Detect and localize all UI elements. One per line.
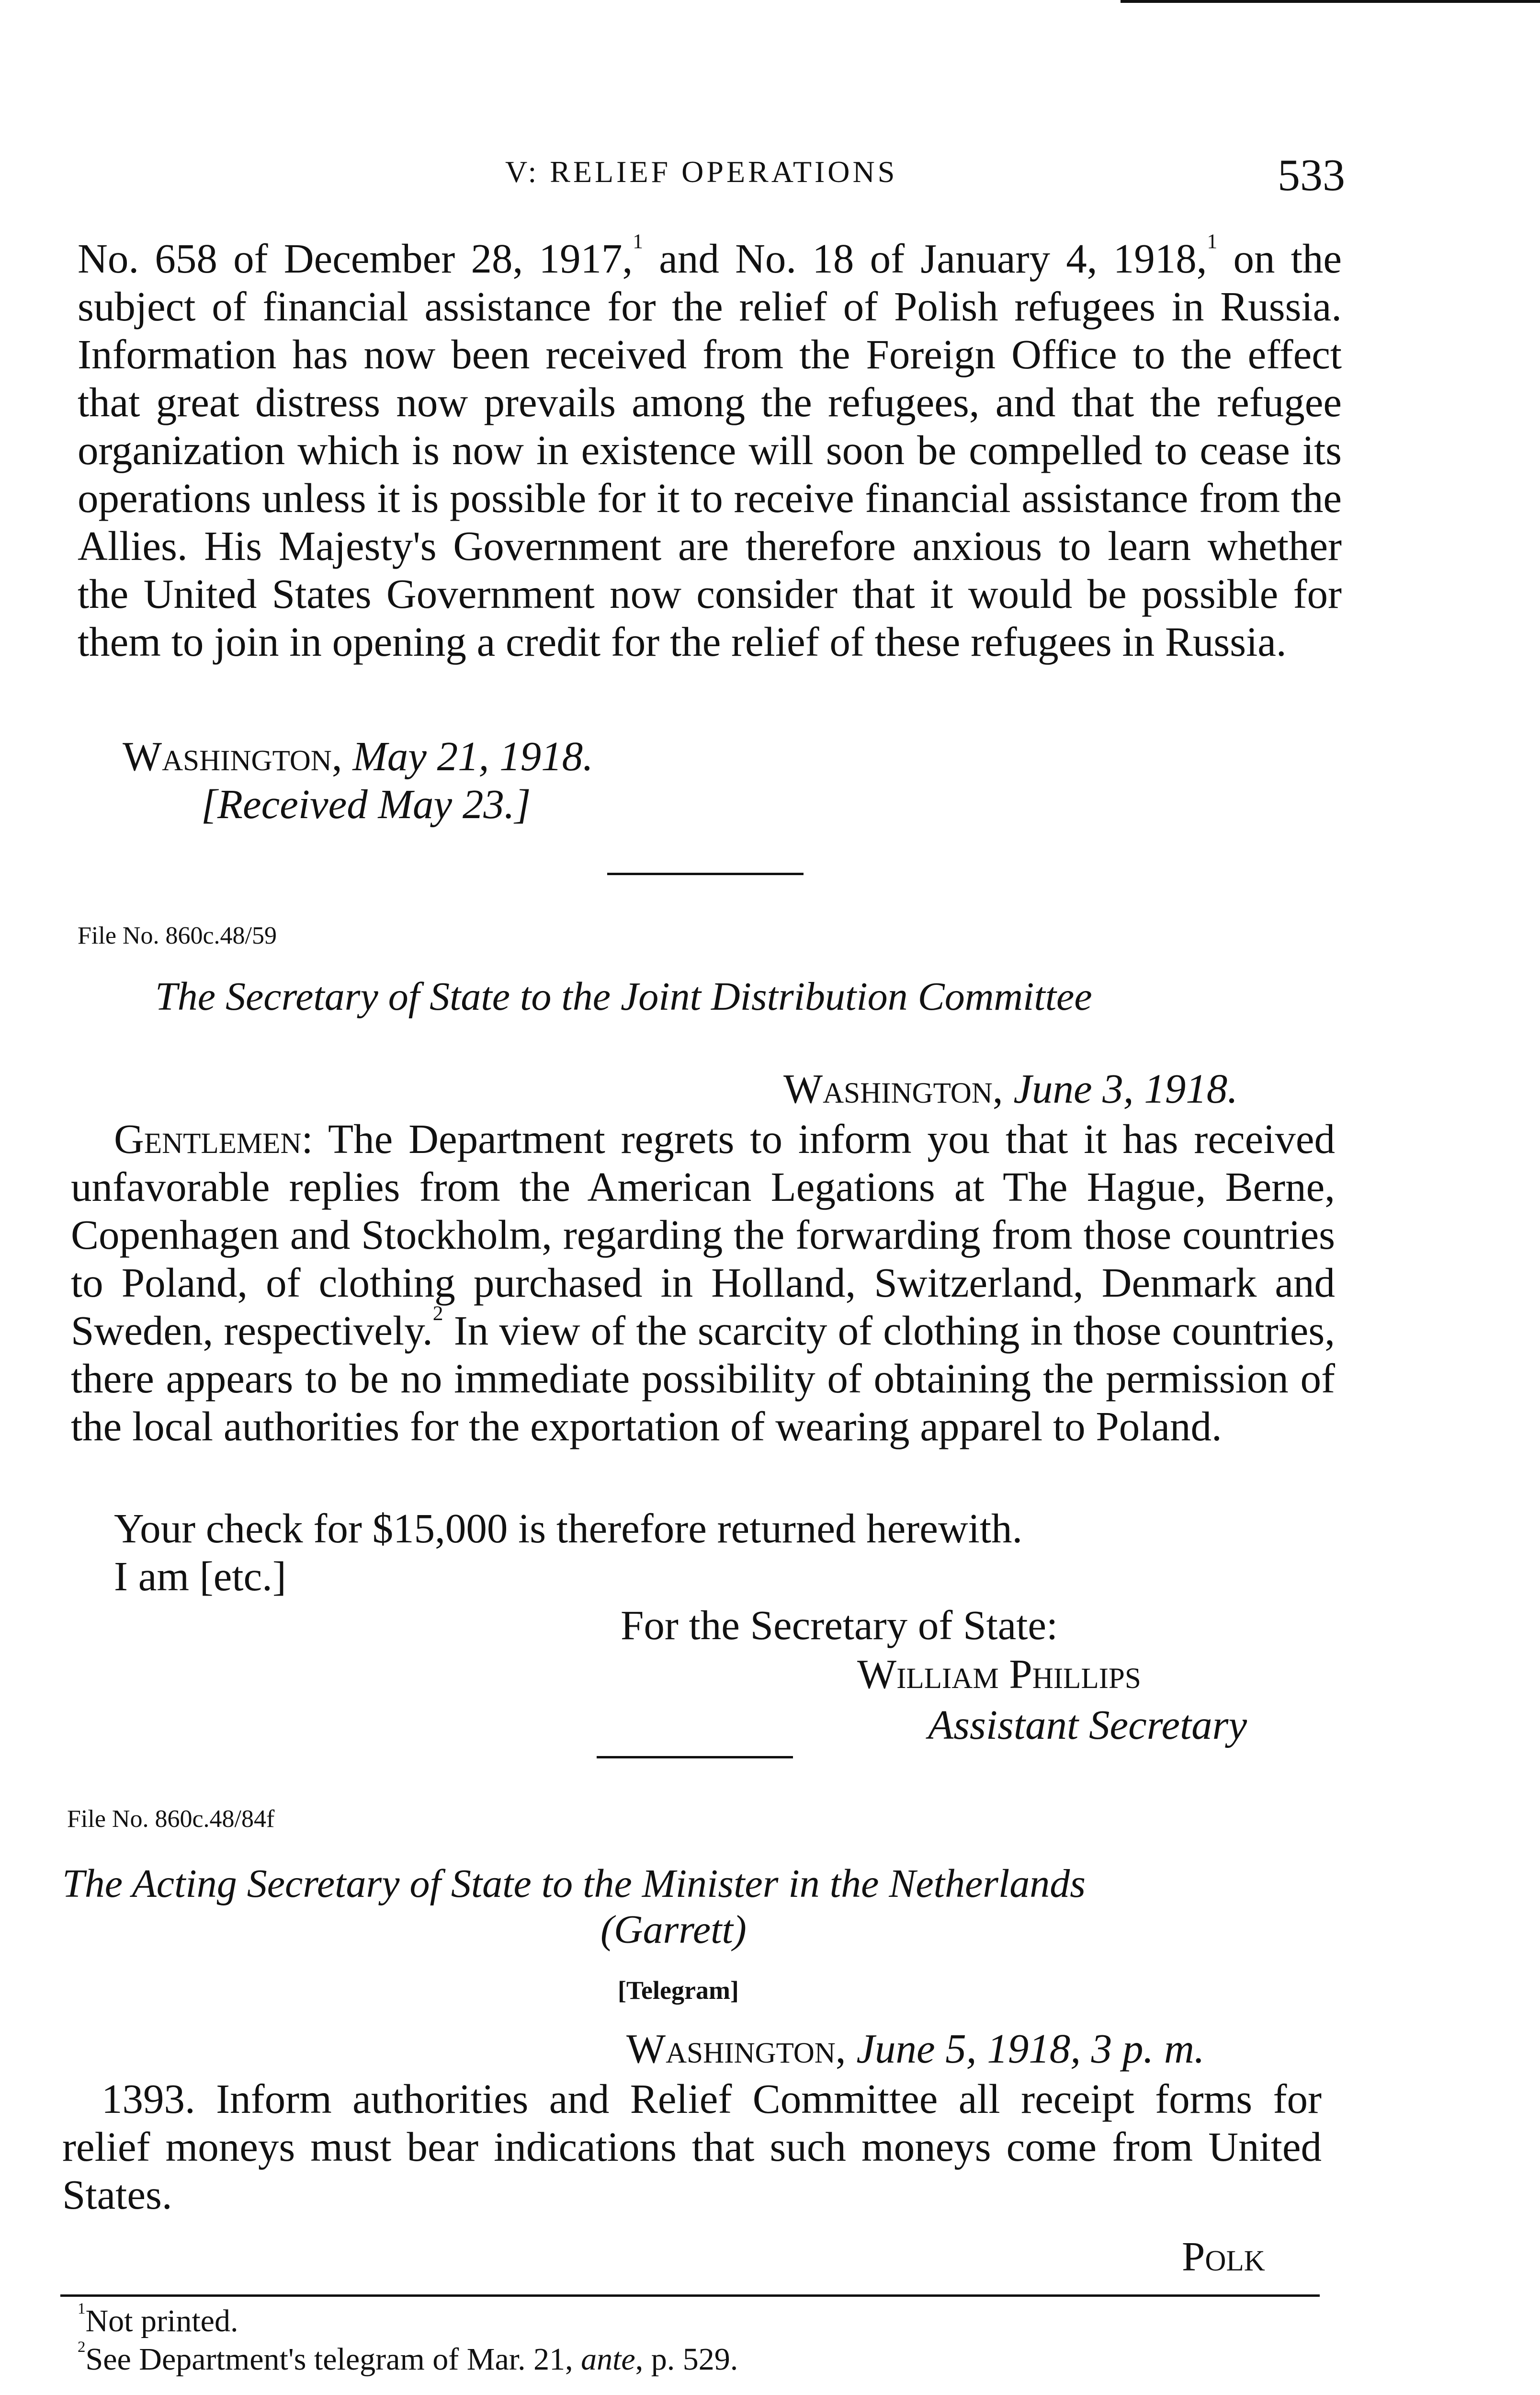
section-divider <box>607 873 804 875</box>
document-heading-2: (Garrett) <box>600 1907 747 1952</box>
page-number: 533 <box>1278 150 1345 200</box>
for-secretary: For the Secretary of State: <box>621 1602 1058 1648</box>
letter-line: Your check for $15,000 is therefore returned herewith. <box>114 1505 1023 1551</box>
top-edge-rule <box>1121 0 1540 3</box>
dateline: Washington, May 21, 1918. <box>123 733 593 779</box>
section-divider <box>597 1756 793 1758</box>
running-head: V: RELIEF OPERATIONS <box>505 155 898 189</box>
telegram-body: 1393. Inform authorities and Relief Committee all receipt forms for relief moneys must bear indications that such moneys come from United States. <box>62 2076 1322 2218</box>
document-heading: The Acting Secretary of State to the Minister in the Netherlands <box>62 1861 1086 1906</box>
received-note: [Received May 23.] <box>201 781 531 827</box>
footnote-ref: 1 <box>1207 230 1218 253</box>
footnote-rule <box>60 2294 1320 2297</box>
continued-paragraph: No. 658 of December 28, 1917,$^1$ and No. 18 of January 4, 1918,$^1$ on the subject of financial assistance for the relief of Polish refugees in Russia. Information has now been received from the Foreign Office to the effect that great distress now prevails among the refugees, and that the refugee organization which is now in existence will soon be compelled to cease its operations unless it is possible for it to receive financial assistance from the Allies. His Majesty's Government are therefore anxious to learn whether the United States Government now consider that it would be possible for them to join in opening a credit for the relief of these refugees in Russia. <box>78 230 1342 665</box>
footnote-ref: 2 <box>432 1302 443 1325</box>
file-number: File No. 860c.48/59 <box>78 922 277 949</box>
file-number: File No. 860c.48/84f <box>67 1805 275 1833</box>
telegram-label: [Telegram] <box>618 1976 739 2005</box>
dateline: Washington, June 5, 1918, 3 p. m. <box>626 2025 1205 2072</box>
closing: I am [etc.] <box>114 1553 286 1599</box>
footnote-1: $^1$Not printed. <box>78 2300 238 2338</box>
telegram-signer: Polk <box>1182 2233 1265 2280</box>
footnote-2: $^2$See Department's telegram of Mar. 21, ante, p. 529. <box>78 2338 738 2377</box>
signer-title: Assistant Secretary <box>928 1701 1247 1748</box>
signer-name: William Phillips <box>857 1651 1141 1697</box>
letter-body: Gentlemen: The Department regrets to inform you that it has received unfavorable replies from the American Legations at The Hague, Berne, Copenhagen and Stockholm, regarding the forwarding from those countries to Poland, of clothing purchased in Holland, Switzerland, Denmark and Sweden, respectively.$^2$ In view of the scarcity of clothing in those countries, there appears to be no immediate possibility of obtaining the permission of the local authorities for the exportation of wearing apparel to Poland. <box>71 1116 1335 1449</box>
dateline: Washington, June 3, 1918. <box>783 1065 1238 1112</box>
footnote-ref: 1 <box>633 230 643 253</box>
document-heading: The Secretary of State to the Joint Distribution Committee <box>155 974 1092 1019</box>
footnotes <box>78 2302 738 2379</box>
